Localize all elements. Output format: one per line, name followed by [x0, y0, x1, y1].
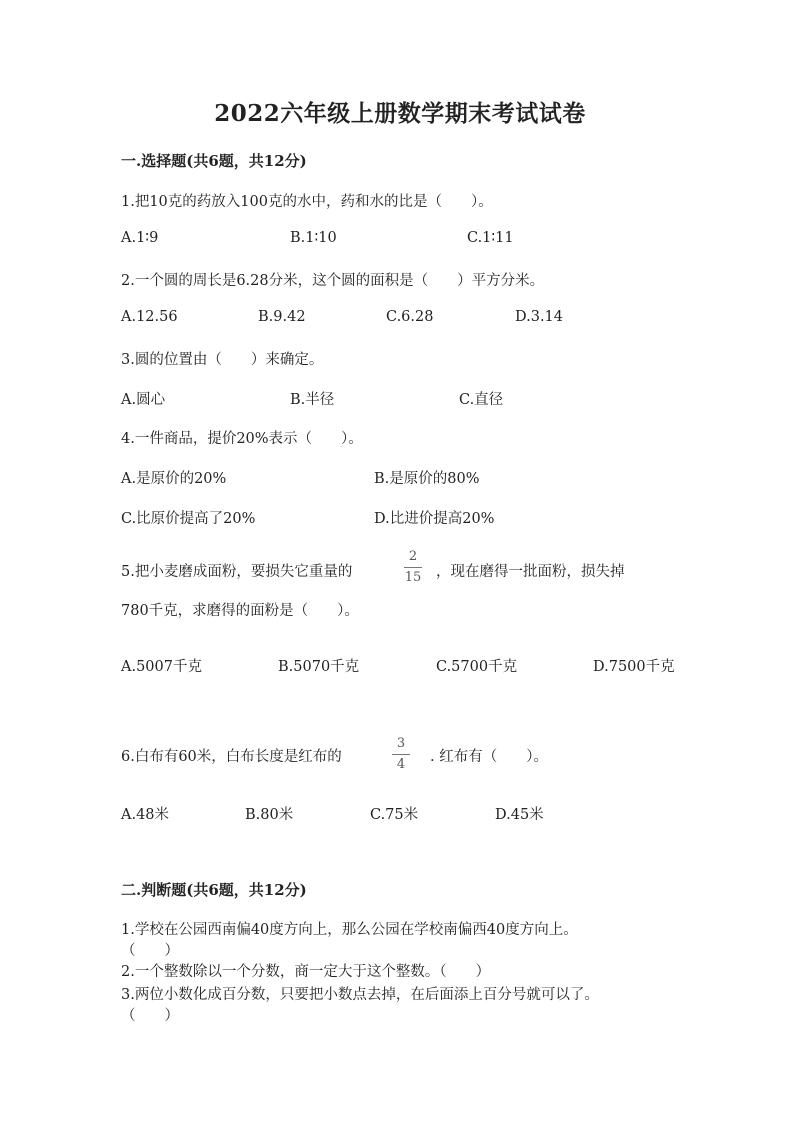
- question-5-text-before: 5.把小麦磨成面粉，要损失它重量的: [121, 564, 353, 580]
- judgement-1-line1: 1.学校在公园西南偏40度方向上，那么公园在学校南偏西40度方向上。: [121, 922, 578, 938]
- question-6-fraction: [389, 736, 413, 773]
- section-heading-judgement: 二.判断题(共6题，共12分): [121, 881, 307, 899]
- question-4-option-d: D.比进价提高20%: [374, 511, 495, 527]
- question-6-option-a: A.48米: [121, 807, 170, 823]
- question-3-option-a: A.圆心: [121, 392, 166, 408]
- question-3-text: 3.圆的位置由（ ）来确定。: [121, 352, 324, 368]
- question-6-text-before: 6.白布有60米，白布长度是红布的: [121, 749, 342, 765]
- question-3-option-c: C.直径: [459, 392, 504, 408]
- fraction-denominator: 15: [404, 570, 422, 585]
- question-4-option-b: B.是原价的80%: [374, 471, 480, 487]
- question-2-text: 2.一个圆的周长是6.28分米，这个圆的面积是（ ）平方分米。: [121, 273, 545, 289]
- fraction-bar: [404, 567, 422, 568]
- question-2-option-c: C.6.28: [386, 309, 434, 325]
- question-3-option-b: B.半径: [290, 392, 335, 408]
- question-6-text-after: . 红布有（ ）。: [430, 749, 548, 765]
- question-2-option-b: B.9.42: [258, 309, 306, 325]
- question-5-text-line2: 780千克，求磨得的面粉是（ ）。: [121, 603, 359, 619]
- question-2-option-d: D.3.14: [515, 309, 564, 325]
- question-4-text: 4.一件商品，提价20%表示（ ）。: [121, 431, 363, 447]
- judgement-3-line1: 3.两位小数化成百分数，只要把小数点去掉，在后面添上百分号就可以了。: [121, 987, 599, 1003]
- question-6-option-d: D.45米: [495, 807, 544, 823]
- question-6-option-b: B.80米: [245, 807, 294, 823]
- question-5-fraction: [401, 549, 425, 586]
- question-2-option-a: A.12.56: [121, 309, 178, 325]
- fraction-numerator: 3: [396, 736, 406, 751]
- judgement-3-line2: （ ）: [121, 1008, 179, 1024]
- question-5-text-after: ，现在磨得一批面粉，损失掉: [436, 564, 625, 580]
- section-heading-choice: 一.选择题(共6题，共12分): [121, 152, 307, 170]
- question-5-option-a: A.5007千克: [121, 659, 202, 675]
- page-title: 2022六年级上册数学期末考试试卷: [214, 100, 586, 127]
- fraction-denominator: 4: [396, 757, 406, 772]
- question-4-option-a: A.是原价的20%: [121, 471, 227, 487]
- question-5-option-c: C.5700千克: [436, 659, 518, 675]
- question-1-option-b: B.1∶10: [290, 230, 337, 246]
- judgement-1-line2: （ ）: [121, 943, 179, 959]
- question-5-option-d: D.7500千克: [593, 659, 675, 675]
- question-1-option-a: A.1∶9: [121, 230, 159, 246]
- question-5-option-b: B.5070千克: [278, 659, 360, 675]
- question-6-option-c: C.75米: [370, 807, 419, 823]
- question-1-text: 1.把10克的药放入100克的水中，药和水的比是（ ）。: [121, 194, 493, 210]
- judgement-2-line1: 2.一个整数除以一个分数，商一定大于这个整数。（ ）: [121, 964, 491, 980]
- question-1-option-c: C.1∶11: [467, 230, 514, 246]
- question-4-option-c: C.比原价提高了20%: [121, 511, 256, 527]
- fraction-numerator: 2: [408, 549, 418, 564]
- fraction-bar: [392, 754, 410, 755]
